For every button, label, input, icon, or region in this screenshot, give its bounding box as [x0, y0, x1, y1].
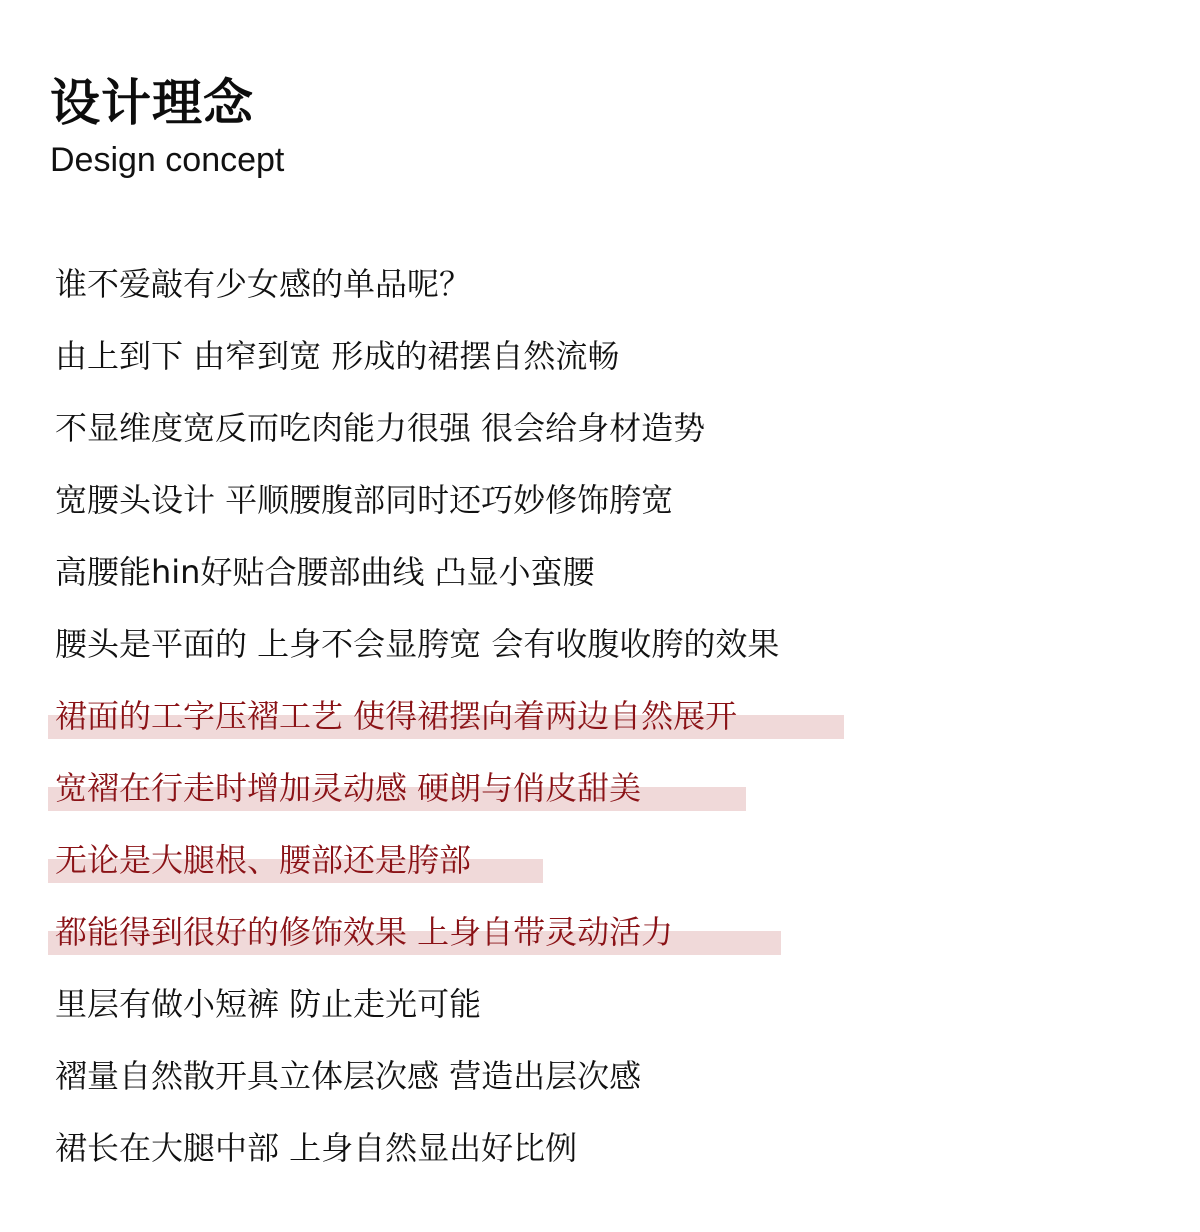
heading-title-zh: 设计理念 [50, 74, 254, 132]
concept-line-highlighted: 宽褶在行走时增加灵动感 硬朗与俏皮甜美 [55, 764, 641, 812]
concept-line: 褶量自然散开具立体层次感 营造出层次感 [55, 1057, 642, 1095]
concept-line-highlighted: 无论是大腿根、腰部还是胯部 [55, 836, 471, 884]
heading-title-en: Design concept [50, 141, 285, 179]
concept-line: 腰头是平面的 上身不会显胯宽 会有收腹收胯的效果 [55, 625, 780, 663]
concept-line: 里层有做小短裤 防止走光可能 [55, 985, 482, 1023]
concept-line: 宽腰头设计 平顺腰腹部同时还巧妙修饰胯宽 [55, 481, 674, 519]
concept-line-highlighted: 都能得到很好的修饰效果 上身自带灵动活力 [55, 908, 673, 956]
concept-line: 由上到下 由窄到宽 形成的裙摆自然流畅 [55, 337, 620, 375]
concept-line: 不显维度宽反而吃肉能力很强 很会给身材造势 [55, 409, 706, 447]
concept-line: 谁不爱敲有少女感的单品呢？ [55, 265, 472, 303]
concept-line-highlighted: 裙面的工字压褶工艺 使得裙摆向着两边自然展开 [55, 692, 737, 740]
concept-line: 高腰能hin好贴合腰部曲线 凸显小蛮腰 [55, 553, 595, 591]
concept-line: 裙长在大腿中部 上身自然显出好比例 [55, 1129, 578, 1167]
